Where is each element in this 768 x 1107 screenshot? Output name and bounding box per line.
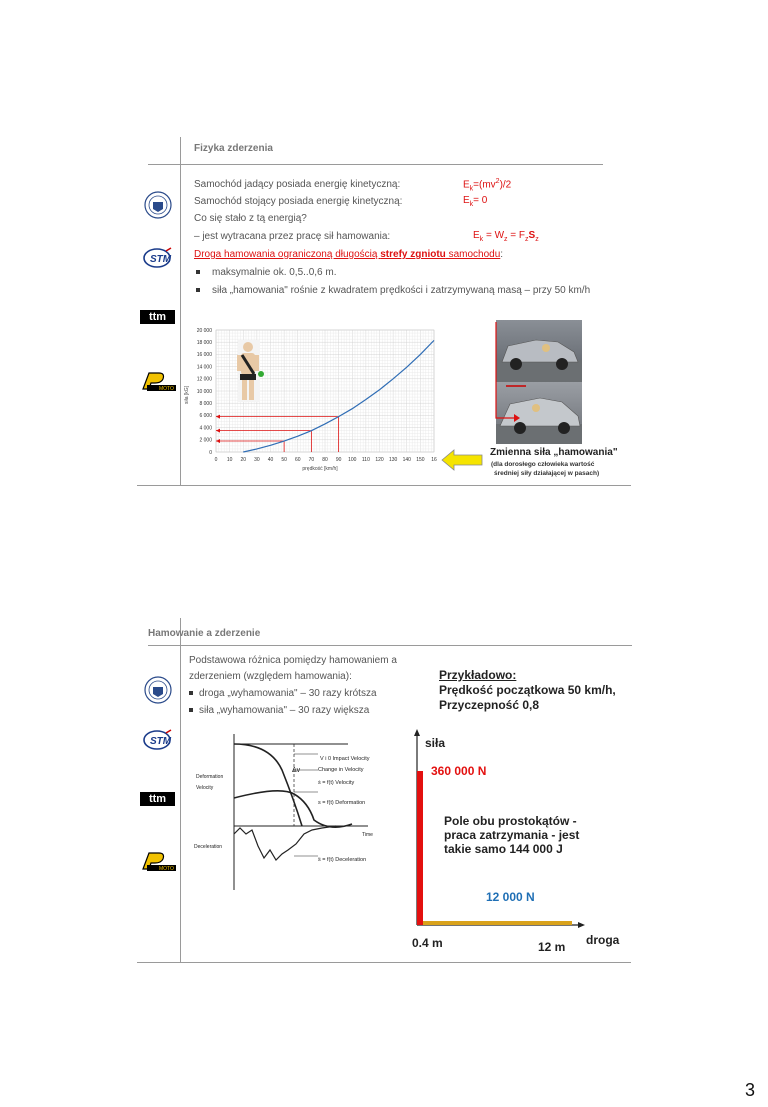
diag-deceleration-eq: s̈ = f(t) Deceleration <box>318 857 367 863</box>
stm-logo-icon-2 <box>143 729 173 751</box>
slide2-left-rule <box>180 618 181 962</box>
ttm-logo-icon: ttm <box>140 310 175 324</box>
s2-bullet-2-text: siła „wyhamowania" – 30 razy większa <box>199 705 370 716</box>
force-axis-label: siła <box>425 736 446 750</box>
x-tick-label: 140 <box>402 457 411 463</box>
s2-bullet-1-text: droga „wyhamowania" – 30 razy krótsza <box>199 688 377 699</box>
yellow-arrow-icon <box>440 448 484 472</box>
dummy-seatbelt-icon <box>237 340 264 402</box>
y-tick-label: 0 <box>209 449 212 456</box>
s2-text1: Podstawowa różnica pomiędzy hamowaniem a <box>189 655 397 666</box>
slide1-title-rule <box>148 164 603 165</box>
example-line2: Przyczepność 0,8 <box>439 698 540 712</box>
chart-ylabel: siła [kG] <box>184 385 190 404</box>
y-tick-label: 8 000 <box>199 401 212 407</box>
s2-bullet-1 <box>189 688 377 699</box>
force-speed-chart <box>182 322 444 474</box>
diag-deformation-eq: s = f(t) Deformation <box>318 800 366 806</box>
caption-title: Zmienna siła „hamowania" <box>490 447 618 458</box>
s1-formula1: $E_k=(mv^2)/2$ <box>463 178 512 193</box>
x-tick-label: 110 <box>361 457 370 463</box>
slide2-title-rule <box>148 645 632 646</box>
y-tick-label: 6 000 <box>199 413 212 420</box>
high-force-bar <box>417 771 423 925</box>
diag-change-velocity: Change in Velocity <box>318 767 364 773</box>
x-tick-label: 100 <box>348 457 357 463</box>
diag-velocity-label: Velocity <box>196 785 214 791</box>
x-tick-label: 16 <box>431 457 437 463</box>
y-tick-label: 12 000 <box>196 376 212 383</box>
diag-deceleration-label: Deceleration <box>194 844 223 850</box>
chart-xlabel: prędkość [km/h] <box>302 466 338 472</box>
s1-red-d: : <box>500 249 504 260</box>
x-tick-label: 20 <box>240 457 247 463</box>
svg-text:STM: STM <box>150 736 172 747</box>
s1-red-line <box>194 249 503 260</box>
ttm-logo-icon-2: ttm <box>140 792 175 806</box>
force-high-label: 360 000 N <box>431 764 487 778</box>
diag-velocity-eq: ṡ = f(t) Velocity <box>318 780 355 786</box>
y-tick-label: 20 000 <box>196 327 212 334</box>
x-tick-label: 10 <box>226 457 233 463</box>
y-tick-label: 14 000 <box>196 364 212 371</box>
example-title: Przykładowo: <box>439 668 517 682</box>
svg-text:STM: STM <box>150 254 172 265</box>
s1-line3: Co się stało z tą energią? <box>194 213 307 224</box>
s1-bullet-2 <box>196 285 590 296</box>
x-tick-label: 150 <box>416 457 425 463</box>
s1-red-c: samochodu <box>445 249 501 260</box>
dist-axis-label: droga <box>586 933 620 947</box>
x-tick-label: 30 <box>254 457 260 463</box>
svg-text:MOTO: MOTO <box>159 386 174 392</box>
university-seal-icon <box>144 191 172 219</box>
diag-deformation-label: Deformation <box>196 774 224 780</box>
s1-formula2: $E_k= 0$ <box>463 195 488 208</box>
dist-long-label: 12 m <box>538 940 566 954</box>
x-tick-label: 60 <box>294 457 301 463</box>
note-line3: takie samo 144 000 J <box>444 842 563 856</box>
s1-bullet-1 <box>196 267 337 278</box>
y-tick-label: 10 000 <box>196 388 212 395</box>
photo-red-arrow <box>490 318 520 428</box>
s1-line1: Samochód jadący posiada energię kinetyczną: <box>194 179 401 190</box>
s2-text2: zderzeniem (względem hamowania): <box>189 671 352 682</box>
pip-logo-icon <box>141 371 177 393</box>
slide1-bottom-rule <box>137 485 631 486</box>
impact-diagram <box>190 730 390 930</box>
slide2-title: Hamowanie a zderzenie <box>148 628 261 639</box>
s1-line2: Samochód stojący posiada energię kinetyczną: <box>194 196 403 207</box>
x-tick-label: 130 <box>388 457 398 463</box>
s1-line4: – jest wytracana przez pracę sił hamowania: <box>194 231 391 242</box>
caption-sub2: średniej siły działającej w pasach) <box>494 470 600 477</box>
page-number: 3 <box>745 1080 756 1100</box>
svg-text:MOTO: MOTO <box>159 866 174 872</box>
pip-logo-icon-2 <box>141 851 177 873</box>
s1-bullet-1-text: maksymalnie ok. 0,5..0,6 m. <box>212 267 337 278</box>
diag-time-label: Time <box>362 832 373 838</box>
s2-bullet-2 <box>189 705 369 716</box>
note-line1: Pole obu prostokątów - <box>444 814 577 828</box>
force-low-label: 12 000 N <box>486 890 535 904</box>
x-tick-label: 50 <box>281 457 287 463</box>
x-tick-label: 70 <box>308 457 315 463</box>
caption-sub1: (dla dorosłego człowieka wartość <box>491 461 595 468</box>
x-tick-label: 120 <box>375 457 384 463</box>
s1-red-b: strefy zgniotu <box>380 249 446 260</box>
example-line1: Prędkość początkowa 50 km/h, <box>439 683 616 697</box>
diag-impact-velocity: V i 0 Impact Velocity <box>320 756 370 762</box>
university-seal-icon-2 <box>144 676 172 704</box>
diag-delta-v: Δv <box>292 767 301 774</box>
x-tick-label: 80 <box>322 457 328 463</box>
force-distance-diagram <box>410 725 630 960</box>
s1-formula3: $E_k = W_z = F_zS_z$ <box>473 230 539 243</box>
y-tick-label: 2 000 <box>199 437 212 444</box>
y-tick-label: 18 000 <box>196 340 212 346</box>
dist-short-label: 0.4 m <box>412 936 443 950</box>
x-tick-label: 40 <box>267 457 274 463</box>
slide2-bottom-rule <box>137 962 631 963</box>
slide1-title: Fizyka zderzenia <box>194 143 273 154</box>
slide1-left-rule <box>180 137 181 485</box>
s1-red-a: Droga hamowania ograniczoną długością <box>194 249 381 260</box>
note-line2: praca zatrzymania - jest <box>444 828 580 842</box>
y-tick-label: 4 000 <box>199 425 212 432</box>
y-tick-label: 16 000 <box>196 352 212 359</box>
low-force-bar <box>423 921 572 925</box>
s1-bullet-2-text: siła „hamowania" rośnie z kwadratem prędkości i zatrzymywaną masą – przy 50 km/h <box>212 285 591 296</box>
stm-logo-icon <box>143 247 173 269</box>
x-tick-label: 0 <box>214 457 218 463</box>
x-tick-label: 90 <box>335 457 342 463</box>
